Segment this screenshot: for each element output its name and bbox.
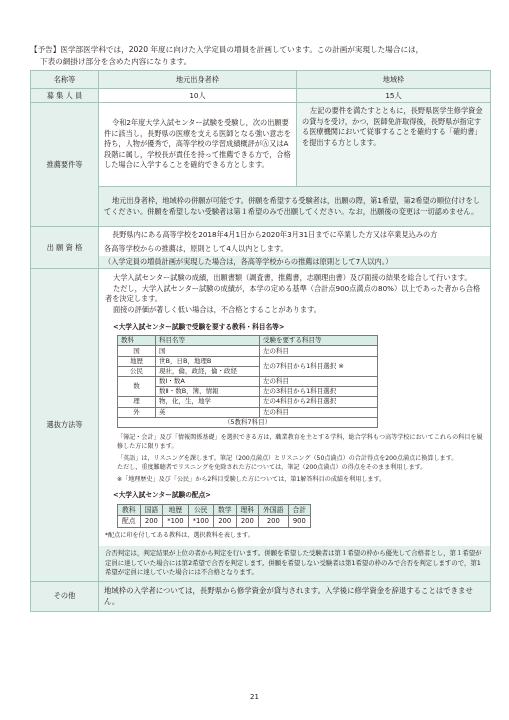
intro-line-1: 【予告】医学部医学科では，2020 年度に向けた入学定員の増員を計画しています。この計画が実現した場合には， xyxy=(30,45,424,54)
footnote-english xyxy=(105,454,484,473)
subjects-row xyxy=(118,407,378,417)
subject-category: 数 xyxy=(118,377,156,397)
admission-table xyxy=(30,70,491,612)
subject-names: 英 xyxy=(156,407,260,417)
eligibility-note: （入学定員の増員計画が実現した場合は，各高等学校からの推薦は原則として7人以内。） xyxy=(99,256,490,268)
subjects-h3: 受験を要する科目等 xyxy=(260,336,378,346)
selection-paragraph-1: 大学入試センター試験の成績，出願書類（調査書，推薦書，志願理由書）及び面接の結果を総合して行います。 xyxy=(113,273,472,283)
footnote-geography-text: ※「地理歴史」及び「公民」から2科目受験した方については，第1解答科目の成績を利用します。 xyxy=(117,475,386,483)
subjects-h1: 教科 xyxy=(118,336,156,346)
points-cell: 200 xyxy=(213,516,236,528)
points-value-row xyxy=(118,516,311,528)
subject-names: 数Ⅱ・数B，簿，情報 xyxy=(156,387,260,397)
subject-requirement: 左の科目 xyxy=(260,377,378,387)
header-regional: 地域枠 xyxy=(297,71,491,89)
header-row xyxy=(31,71,491,89)
subjects-row xyxy=(118,377,378,387)
subjects-header-row xyxy=(118,336,378,346)
subjects-table xyxy=(117,335,378,428)
subject-category: 公民 xyxy=(118,366,156,376)
selection-paragraph-2: ただし，大学入試センター試験の成績が，本学の定める基準（合計点900点満点の80%）以上であった者から合格者を決定します。 xyxy=(105,283,481,304)
points-cell: 教科 xyxy=(118,504,141,516)
subjects-h2: 科目名等 xyxy=(156,336,260,346)
subject-requirement: 左の科目 xyxy=(260,407,378,417)
points-table xyxy=(117,504,311,528)
intro-text xyxy=(30,44,490,67)
eligibility-content xyxy=(99,227,491,269)
page-number: 21 xyxy=(250,693,259,701)
subject-names: 物，化，生，地学 xyxy=(156,397,260,407)
header-label: 名称等 xyxy=(31,71,99,89)
capacity-label: 募 集 人 員 xyxy=(31,89,99,103)
subjects-row xyxy=(118,397,378,407)
points-cell: 200 xyxy=(259,516,288,528)
other-content: 地域枠の入学者については，長野県から修学資金が貸与されます。入学後に修学資金を辞退することはできません。 xyxy=(99,581,491,611)
requirements-note-row xyxy=(31,187,491,227)
subjects-row xyxy=(118,356,378,366)
subjects-row xyxy=(118,346,378,356)
capacity-regional: 15人 xyxy=(297,89,491,103)
subject-names: 現社，倫，政経，倫・政経 xyxy=(156,366,260,376)
requirements-label: 推薦要件等 xyxy=(31,103,99,227)
subject-category: 外 xyxy=(118,407,156,417)
requirements-regional: 左記の要件を満たすとともに，長野県医学生修学資金の貸与を受け，かつ，医師免許取得後，長野県が指定する医療機関において従事することを確約する「確約書」を提出する方とします。 xyxy=(297,103,491,187)
requirements-row xyxy=(31,103,491,187)
subject-category: 地歴 xyxy=(118,356,156,366)
points-cell: 公民 xyxy=(188,504,213,516)
other-row xyxy=(31,581,491,611)
eligibility-label: 出 願 資 格 xyxy=(31,227,99,269)
other-label: その他 xyxy=(31,581,99,611)
subjects-total: （5教科7科目） xyxy=(118,417,378,427)
points-cell: 地歴 xyxy=(163,504,188,516)
subject-names: 数Ⅰ・数A xyxy=(156,377,260,387)
footnote-english-text-2: ただし，重度難聴者でリスニングを免除された方については，筆記（200点満点）の得点をそのまま利用します。 xyxy=(117,464,427,472)
eligibility-line-1: 長野県内にある高等学校を2018年4月1日から2020年3月31日までに卒業した方又は卒業見込みの方 xyxy=(112,230,438,239)
points-cell: *100 xyxy=(188,516,213,528)
capacity-row xyxy=(31,89,491,103)
subject-names: 世B，日B，地理B xyxy=(156,356,260,366)
eligibility-line-2: 各高等学校からの推薦は，原則として4人以内とします。 xyxy=(104,243,288,253)
points-cell: 外国語 xyxy=(259,504,288,516)
points-cell: 900 xyxy=(288,516,311,528)
points-cell: 配点 xyxy=(118,516,141,528)
footnote-geography xyxy=(105,475,484,484)
subjects-row xyxy=(118,387,378,397)
capacity-local-origin: 10人 xyxy=(99,89,297,103)
requirements-note: 地元出身者枠，地域枠の併願が可能です。併願を希望する受験者は，出願の際，第1希望，第2希望の順位付けをしてください。併願を希望しない受験者は第１希望のみで出願してください。なお，出願後の変更は一切認めません。 xyxy=(99,187,491,227)
footnote-elective: *配点に印を付してある教科は，選択教科を表します。 xyxy=(105,531,254,539)
points-cell: 数学 xyxy=(213,504,236,516)
subject-requirement: 左の4科目から2科目選択 xyxy=(260,397,378,407)
intro-line-2: 下表の網掛け部分を含めた内容になります。 xyxy=(40,56,192,66)
footnote-bookkeeping xyxy=(105,433,484,452)
points-cell: 理科 xyxy=(236,504,259,516)
subject-requirement: 左の3科目から1科目選択 xyxy=(260,387,378,397)
selection-label: 選抜方法等 xyxy=(31,269,99,582)
subject-names: 国 xyxy=(156,346,260,356)
selection-content xyxy=(99,269,491,582)
points-cell: 200 xyxy=(140,516,163,528)
footnote-bookkeeping-text: 「簿記・会計」及び「情報関係基礎」を選択できる方は，職業教育を主とする学科，総合学科もつ高等学校においてこれらの科目を履修した方に限ります。 xyxy=(117,433,483,451)
subjects-title: <大学入試センター試験で受験を要する教科・科目名等> xyxy=(113,322,285,331)
requirements-local-origin: 令和2年度大学入試センター試験を受験し，次の出願要件に該当し，長野県の医療を支える医師となる強い意志を持ち，人物が優秀で，高等学校の学習成績概評がⒶ又はA段階に属し，学校長が責任を持って推薦できる方で，合格した場合に入学することを確約できる方とします。 xyxy=(99,103,297,187)
points-cell: 200 xyxy=(236,516,259,528)
points-cell: 合計 xyxy=(288,504,311,516)
selection-row xyxy=(31,269,491,582)
subject-requirement: 左の7科目から1科目選択 ※ xyxy=(260,356,378,376)
points-title: <大学入試センター試験の配点> xyxy=(113,490,211,499)
subject-category: 国 xyxy=(118,346,156,356)
subject-category: 理 xyxy=(118,397,156,407)
combined-judgment-note: 合否判定は，判定結果が上位の者から判定を行います。併願を希望した受験者は第１希望の枠から優先して合格者とし，第１希望が定員に達していた場合には第2希望で合否を判定します。併願を希望しない受験者は第1希望の枠のみで合否を判定しますので，第1希望が定員に達していた場合には不合格となります。 xyxy=(99,546,490,581)
eligibility-row xyxy=(31,227,491,269)
selection-paragraph-3: 面接の評価が著しく低い場合は，不合格とすることがあります。 xyxy=(113,305,321,315)
header-local-origin: 地元出身者枠 xyxy=(99,71,297,89)
subjects-total-row xyxy=(118,417,378,427)
points-cell: *100 xyxy=(163,516,188,528)
points-header-row xyxy=(118,504,311,516)
subject-requirement: 左の科目 xyxy=(260,346,378,356)
points-cell: 国語 xyxy=(140,504,163,516)
footnote-english-text-1: 「英語」は，リスニングを課します。筆記（200点満点）とリスニング（50点満点）の合計得点を200点満点に換算します。 xyxy=(117,454,458,462)
